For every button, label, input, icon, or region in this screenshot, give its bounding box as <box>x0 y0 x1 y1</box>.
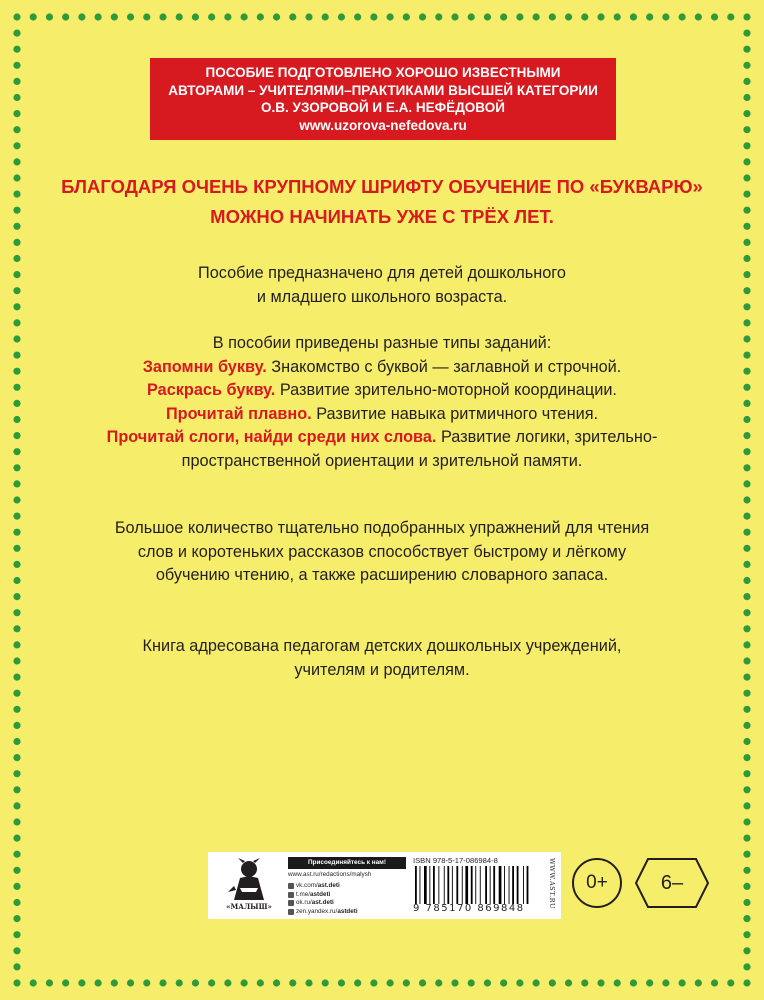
border-dot <box>127 979 134 986</box>
barcode-bar <box>499 866 502 904</box>
border-dot <box>95 13 102 20</box>
border-dot <box>13 593 20 600</box>
border-dot <box>13 529 20 536</box>
border-dot <box>338 979 345 986</box>
border-dot <box>679 979 686 986</box>
banner-line: АВТОРАМИ – УЧИТЕЛЯМИ–ПРАКТИКАМИ ВЫСШЕЙ КАТЕГОРИИ <box>168 82 598 98</box>
border-dot <box>743 674 750 681</box>
border-dot <box>305 979 312 986</box>
border-dot <box>13 416 20 423</box>
border-dot <box>13 609 20 616</box>
social-link-handle: ast.deti <box>311 899 334 907</box>
barcode-bar <box>444 866 445 904</box>
barcode-bar <box>504 866 505 904</box>
authors-banner <box>150 58 616 140</box>
border-dot <box>13 384 20 391</box>
task-label: Прочитай плавно. <box>165 404 312 423</box>
barcode-bar <box>471 866 473 904</box>
border-dot <box>468 13 475 20</box>
border-dot <box>565 13 572 20</box>
border-dot <box>13 368 20 375</box>
border-dot <box>192 979 199 986</box>
border-dot <box>743 303 750 310</box>
border-dot <box>581 979 588 986</box>
border-dot <box>743 609 750 616</box>
border-dot <box>743 464 750 471</box>
border-dot <box>273 979 280 986</box>
audience-line: учителям и родителям. <box>294 660 470 679</box>
barcode-bar <box>447 866 449 904</box>
social-link-prefix: t.me/ <box>296 890 310 898</box>
border-dot <box>743 335 750 342</box>
border-dot <box>743 738 750 745</box>
barcode-bar <box>462 866 463 904</box>
border-dot <box>13 915 20 922</box>
border-dot <box>208 13 215 20</box>
border-dot <box>30 13 37 20</box>
isbn-label: ISBN 978-5-17-086984-8 <box>413 856 498 865</box>
headline-line: БЛАГОДАРЯ ОЧЕНЬ КРУПНОМУ ШРИФТУ ОБУЧЕНИЕ ПО «БУКВАРЮ» <box>61 176 703 197</box>
banner-website[interactable]: www.uzorova-nefedova.ru <box>299 117 467 133</box>
border-dot <box>743 142 750 149</box>
tasks-heading: В пособии приведены разные типы заданий: <box>212 334 552 352</box>
border-dot <box>743 899 750 906</box>
border-dot <box>581 13 588 20</box>
border-dot <box>13 142 20 149</box>
border-dot <box>743 46 750 53</box>
border-dot <box>549 13 556 20</box>
border-dot <box>743 979 750 986</box>
intro-line: и младшего школьного возраста. <box>256 287 508 306</box>
border-dot <box>565 979 572 986</box>
task-text: Знакомство с буквой — заглавной и строчной. <box>266 357 622 376</box>
border-dot <box>695 13 702 20</box>
border-dot <box>13 110 20 117</box>
barcode-bar <box>509 866 510 904</box>
barcode-bar <box>438 866 439 904</box>
border-dot <box>13 738 20 745</box>
border-dot <box>257 979 264 986</box>
border-dot <box>13 899 20 906</box>
border-dot <box>62 13 69 20</box>
border-dot <box>614 979 621 986</box>
task-item <box>40 403 724 427</box>
border-dot <box>597 13 604 20</box>
border-dot <box>176 979 183 986</box>
border-dot <box>13 126 20 133</box>
border-dot <box>176 13 183 20</box>
border-dot <box>484 979 491 986</box>
headline-line: МОЖНО НАЧИНАТЬ УЖЕ С ТРЁХ ЛЕТ. <box>210 206 554 227</box>
border-dot <box>95 979 102 986</box>
task-text: Развитие логики, зрительно- <box>436 428 658 446</box>
social-link-handle: astdeti <box>337 907 358 915</box>
border-dot <box>13 319 20 326</box>
border-dot <box>159 979 166 986</box>
border-dot <box>743 770 750 777</box>
border-dot <box>13 641 20 648</box>
age-rating-hexagon: 6– <box>660 872 684 894</box>
border-dot <box>13 706 20 713</box>
border-dot <box>224 979 231 986</box>
border-dot <box>13 545 20 552</box>
join-us-label: Присоединяйтесь к нам! <box>288 857 406 869</box>
barcode-bar <box>527 866 529 904</box>
border-dot <box>241 13 248 20</box>
border-dot <box>13 207 20 214</box>
border-dot <box>13 770 20 777</box>
barcode-digits: 9 785170 869848 <box>413 903 525 914</box>
border-dot <box>743 529 750 536</box>
barcode-bar <box>424 866 427 904</box>
publisher-logo-icon <box>216 858 282 902</box>
border-dot <box>743 593 750 600</box>
border-dot <box>695 979 702 986</box>
border-dot <box>13 78 20 85</box>
border-dot <box>13 448 20 455</box>
border-dot <box>13 657 20 664</box>
border-dot <box>13 802 20 809</box>
publisher-website[interactable]: www.ast.ru/redactions/malysh <box>288 871 372 878</box>
border-dot <box>241 979 248 986</box>
border-dot <box>516 979 523 986</box>
border-dot <box>743 786 750 793</box>
border-dot <box>743 641 750 648</box>
border-dot <box>13 867 20 874</box>
border-dot <box>370 13 377 20</box>
border-dot <box>13 400 20 407</box>
audience-paragraph <box>40 635 724 682</box>
border-dot <box>743 94 750 101</box>
border-dot <box>500 13 507 20</box>
task-label: Раскрась букву. <box>147 381 276 399</box>
vertical-website: WWW.AST.RU <box>548 858 556 909</box>
banner-line: О.В. УЗОРОВОЙ И Е.А. НЕФЁДОВОЙ <box>261 100 505 115</box>
border-dot <box>111 13 118 20</box>
barcode-bar <box>433 866 435 904</box>
border-dot <box>533 13 540 20</box>
border-dot <box>451 13 458 20</box>
border-dot <box>743 802 750 809</box>
border-dot <box>13 963 20 970</box>
task-label: Запомни букву. <box>142 357 267 376</box>
border-dot <box>354 979 361 986</box>
border-dot <box>435 13 442 20</box>
border-dot <box>711 979 718 986</box>
border-dot <box>403 13 410 20</box>
barcode-bar <box>490 866 491 904</box>
border-dot <box>13 335 20 342</box>
border-dot <box>435 979 442 986</box>
border-dot <box>500 979 507 986</box>
border-dot <box>387 979 394 986</box>
border-dot <box>143 13 150 20</box>
border-dot <box>662 979 669 986</box>
border-dot <box>614 13 621 20</box>
social-link-ok[interactable] <box>288 899 358 908</box>
border-dot <box>13 94 20 101</box>
border-dot <box>13 255 20 262</box>
imprint-box <box>208 852 561 919</box>
border-dot <box>743 432 750 439</box>
border-dot <box>13 561 20 568</box>
border-dot <box>743 368 750 375</box>
border-dot <box>13 174 20 181</box>
border-dot <box>13 674 20 681</box>
border-dot <box>13 979 20 986</box>
border-dot <box>30 979 37 986</box>
border-dot <box>387 13 394 20</box>
border-dot <box>13 577 20 584</box>
border-dot <box>743 657 750 664</box>
border-dot <box>13 883 20 890</box>
border-dot <box>13 29 20 36</box>
border-dot <box>289 13 296 20</box>
barcode-bar <box>415 866 417 904</box>
barcode-bar <box>523 866 524 904</box>
task-item <box>40 426 724 450</box>
border-dot <box>13 432 20 439</box>
task-continuation: пространственной ориентации и зрительной памяти. <box>181 451 583 470</box>
barcode <box>413 866 531 904</box>
border-dot <box>743 319 750 326</box>
border-dot <box>679 13 686 20</box>
border-dot <box>743 78 750 85</box>
border-dot <box>630 13 637 20</box>
publisher-logo-text: «МАЛЫШ» <box>226 902 272 911</box>
border-dot <box>13 464 20 471</box>
exercises-line: Большое количество тщательно подобранных упражнений для чтения <box>114 519 650 537</box>
age-rating-circle: 0+ <box>572 858 622 908</box>
barcode-bar <box>465 866 468 904</box>
social-links <box>288 882 358 916</box>
border-dot <box>549 979 556 986</box>
ok-icon <box>288 900 294 906</box>
border-dot <box>743 352 750 359</box>
social-link-telegram[interactable] <box>288 891 358 900</box>
border-dot <box>13 835 20 842</box>
social-link-vk[interactable] <box>288 882 358 891</box>
border-dot <box>630 979 637 986</box>
border-dot <box>727 13 734 20</box>
border-dot <box>13 239 20 246</box>
barcode-bar <box>475 866 476 904</box>
border-dot <box>662 13 669 20</box>
border-dot <box>743 158 750 165</box>
border-dot <box>13 947 20 954</box>
social-link-zen[interactable] <box>288 908 358 917</box>
border-dot <box>111 979 118 986</box>
border-dot <box>370 979 377 986</box>
border-dot <box>13 513 20 520</box>
tasks-paragraph <box>40 332 724 473</box>
border-dot <box>13 62 20 69</box>
border-dot <box>743 706 750 713</box>
border-dot <box>743 223 750 230</box>
border-dot <box>13 287 20 294</box>
social-link-prefix: zen.yandex.ru/ <box>296 907 338 915</box>
audience-line: Книга адресована педагогам детских дошкольных учреждений, <box>142 637 622 655</box>
border-dot <box>743 62 750 69</box>
border-dot <box>78 13 85 20</box>
task-item <box>40 379 724 403</box>
barcode-bar <box>493 866 495 904</box>
border-dot <box>727 979 734 986</box>
border-dot <box>484 13 491 20</box>
banner-line: ПОСОБИЕ ПОДГОТОВЛЕНО ХОРОШО ИЗВЕСТНЫМИ <box>205 65 561 80</box>
border-dot <box>743 883 750 890</box>
border-dot <box>743 207 750 214</box>
social-link-handle: ast.deti <box>317 882 340 889</box>
border-dot <box>46 13 53 20</box>
border-dot <box>13 191 20 198</box>
border-dot <box>13 13 20 20</box>
headline <box>40 172 724 232</box>
border-dot <box>743 110 750 117</box>
border-dot <box>743 448 750 455</box>
border-dot <box>13 352 20 359</box>
border-dot <box>13 931 20 938</box>
border-dot <box>403 979 410 986</box>
border-dot <box>273 13 280 20</box>
border-dot <box>419 13 426 20</box>
task-text: Развитие зрительно-моторной координации. <box>275 381 617 399</box>
exercises-line: слов и коротеньких рассказов способствует быстрому и лёгкому <box>137 542 627 561</box>
publisher-logo <box>216 858 282 914</box>
border-dot <box>743 577 750 584</box>
border-dot <box>78 979 85 986</box>
task-item <box>40 356 724 380</box>
exercises-line: обучению чтению, а также расширению словарного запаса. <box>155 566 609 584</box>
border-dot <box>743 931 750 938</box>
border-dot <box>743 851 750 858</box>
border-dot <box>743 255 750 262</box>
border-dot <box>533 979 540 986</box>
border-dot <box>143 979 150 986</box>
social-link-prefix: vk.com/ <box>296 882 318 889</box>
barcode-bar <box>429 866 430 904</box>
border-dot <box>208 979 215 986</box>
border-dot <box>159 13 166 20</box>
border-dot <box>743 513 750 520</box>
border-dot <box>13 496 20 503</box>
border-dot <box>46 979 53 986</box>
border-dot <box>468 979 475 986</box>
border-dot <box>516 13 523 20</box>
social-link-handle: astdeti <box>310 890 331 898</box>
border-dot <box>743 13 750 20</box>
border-dot <box>743 690 750 697</box>
social-link-prefix: ok.ru/ <box>296 899 312 907</box>
border-dot <box>743 191 750 198</box>
barcode-bar <box>485 866 487 904</box>
vk-icon <box>288 883 294 889</box>
border-dot <box>646 13 653 20</box>
border-dot <box>419 979 426 986</box>
border-dot <box>743 480 750 487</box>
border-dot <box>13 303 20 310</box>
border-dot <box>743 271 750 278</box>
intro-line: Пособие предназначено для детей дошкольного <box>198 264 566 282</box>
barcode-bar <box>512 866 514 904</box>
barcode-bar <box>480 866 481 904</box>
border-dot <box>338 13 345 20</box>
border-dot <box>743 754 750 761</box>
intro-paragraph <box>40 262 724 309</box>
border-dot <box>127 13 134 20</box>
barcode-bar <box>420 866 421 904</box>
border-dot <box>597 979 604 986</box>
border-dot <box>451 979 458 986</box>
border-dot <box>289 979 296 986</box>
border-dot <box>62 979 69 986</box>
border-dot <box>743 915 750 922</box>
border-dot <box>743 496 750 503</box>
border-dot <box>743 126 750 133</box>
task-text: Развитие навыка ритмичного чтения. <box>311 404 599 423</box>
border-dot <box>192 13 199 20</box>
border-dot <box>224 13 231 20</box>
border-dot <box>743 545 750 552</box>
border-dot <box>743 625 750 632</box>
border-dot <box>257 13 264 20</box>
border-dot <box>13 754 20 761</box>
border-dot <box>354 13 361 20</box>
border-dot <box>322 979 329 986</box>
border-dot <box>743 287 750 294</box>
border-dot <box>13 480 20 487</box>
border-dot <box>743 835 750 842</box>
task-label: Прочитай слоги, найди среди них слова. <box>106 428 437 446</box>
border-dot <box>13 625 20 632</box>
border-dot <box>743 416 750 423</box>
border-dot <box>13 223 20 230</box>
border-dot <box>322 13 329 20</box>
barcode-bar <box>456 866 458 904</box>
border-dot <box>13 271 20 278</box>
border-dot <box>743 400 750 407</box>
border-dot <box>13 158 20 165</box>
border-dot <box>743 239 750 246</box>
border-dot <box>743 29 750 36</box>
border-dot <box>13 722 20 729</box>
border-dot <box>13 46 20 53</box>
border-dot <box>743 867 750 874</box>
border-dot <box>13 818 20 825</box>
exercises-paragraph <box>40 517 724 588</box>
border-dot <box>743 818 750 825</box>
zen-icon <box>288 909 294 915</box>
border-dot <box>305 13 312 20</box>
border-dot <box>743 722 750 729</box>
border-dot <box>13 851 20 858</box>
border-dot <box>743 174 750 181</box>
barcode-bar <box>452 866 453 904</box>
border-dot <box>743 963 750 970</box>
border-dot <box>743 384 750 391</box>
telegram-icon <box>288 892 294 898</box>
border-dot <box>646 979 653 986</box>
barcode-bar <box>517 866 519 904</box>
border-dot <box>743 561 750 568</box>
border-dot <box>711 13 718 20</box>
border-dot <box>13 786 20 793</box>
border-dot <box>13 690 20 697</box>
border-dot <box>743 947 750 954</box>
